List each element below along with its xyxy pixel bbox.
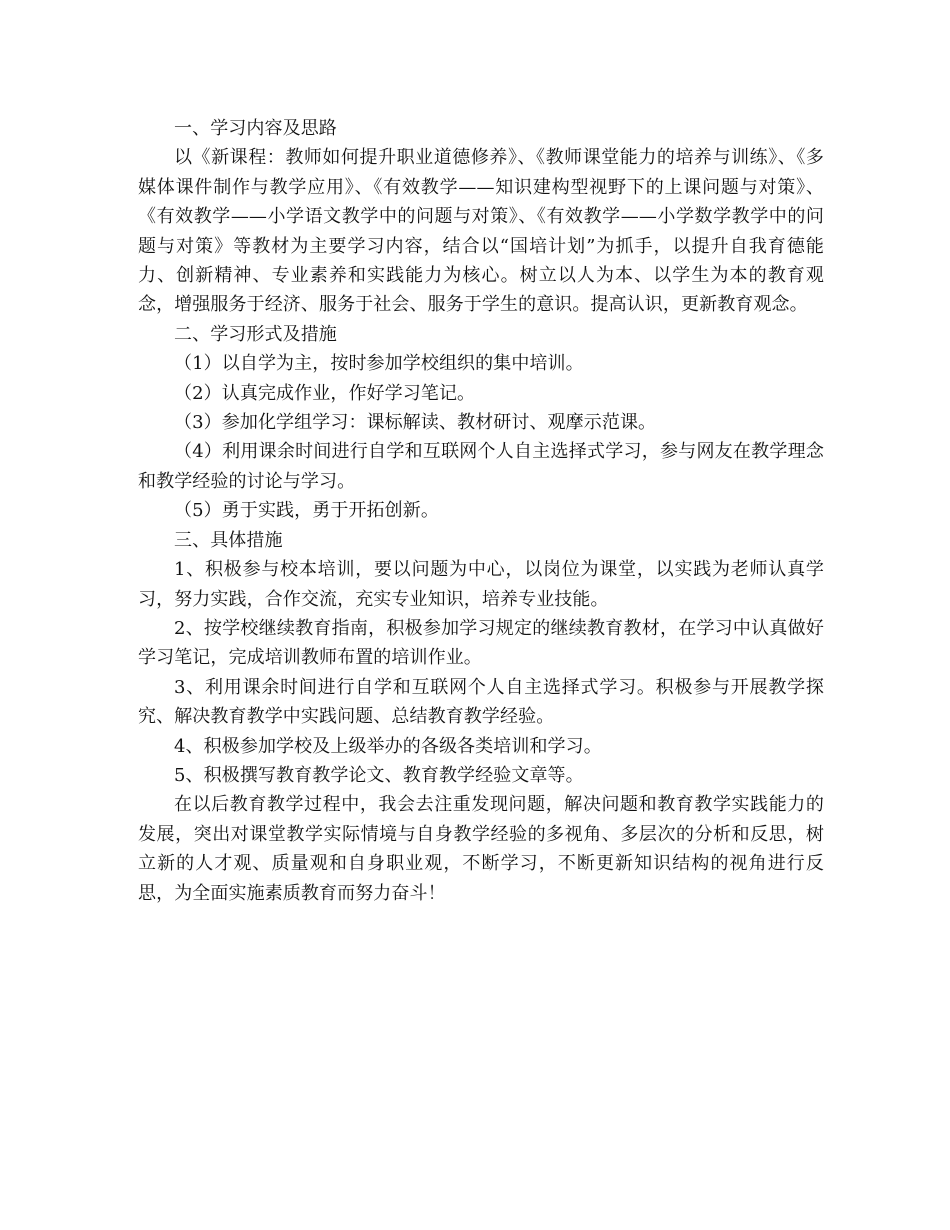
list-item-form-2: （2）认真完成作业，作好学习笔记。 <box>174 382 476 404</box>
list-item-form-1: （1）以自学为主，按时参加学校组织的集中培训。 <box>174 353 584 375</box>
heading-section-3: 三、具体措施 <box>174 529 283 551</box>
document-page <box>138 114 824 908</box>
heading-section-1: 一、学习内容及思路 <box>174 118 337 139</box>
list-item-measure-4: 4、积极参加学校及上级举办的各级各类培训和学习。 <box>174 735 602 757</box>
list-item-form-3: （3）参加化学组学习：课标解读、教材研讨、观摩示范课。 <box>174 412 657 434</box>
list-item-measure-2: 2、按学校继续教育指南，积极参加学习规定的继续教育教材，在学习中认真做好学习笔记，完成培训教师布置的培训作业。 <box>138 617 824 669</box>
list-item-form-4: （4）利用课余时间进行自学和互联网个人自主选择式学习，参与网友在教学理念和教学经验的讨论与学习。 <box>138 441 824 492</box>
list-item-measure-5: 5、积极撰写教育教学论文、教育教学经验文章等。 <box>174 764 584 786</box>
list-item-measure-1: 1、积极参与校本培训，要以问题为中心，以岗位为课堂，以实践为老师认真学习，努力实践，合作交流，充实专业知识，培养专业技能。 <box>138 559 824 610</box>
paragraph-conclusion: 在以后教育教学过程中，我会去注重发现问题，解决问题和教育教学实践能力的发展，突出对课堂教学实际情境与自身教学经验的多视角、多层次的分析和反思，树立新的人才观、质量观和自身职业观，不断学习，不断更新知识结构的视角进行反思，为全面实施素质教育而努力奋斗！ <box>138 794 824 904</box>
heading-section-2: 二、学习形式及措施 <box>174 323 337 345</box>
list-item-measure-3: 3、利用课余时间进行自学和互联网个人自主选择式学习。积极参与开展教学探究、解决教育教学中实践问题、总结教育教学经验。 <box>138 676 824 728</box>
paragraph-study-content: 以《新课程：教师如何提升职业道德修养》、《教师课堂能力的培养与训练》、《多媒体课件制作与教学应用》、《有效教学——知识建构型视野下的上课问题与对策》、《有效教学——小学语文教学中的问题与对策》、《有效教学——小学数学教学中的问题与对策》等教材为主要学习内容，结合以“国培计划”为抓手，以提升自我育德能力、创新精神、专业素养和实践能力为核心。树立以人为本、以学生为本的教育观念，增强服务于经济、服务于社会、服务于学生的意识。提高认识，更新教育观念。 <box>138 147 824 316</box>
list-item-form-5: （5）勇于实践，勇于开拓创新。 <box>174 500 439 522</box>
